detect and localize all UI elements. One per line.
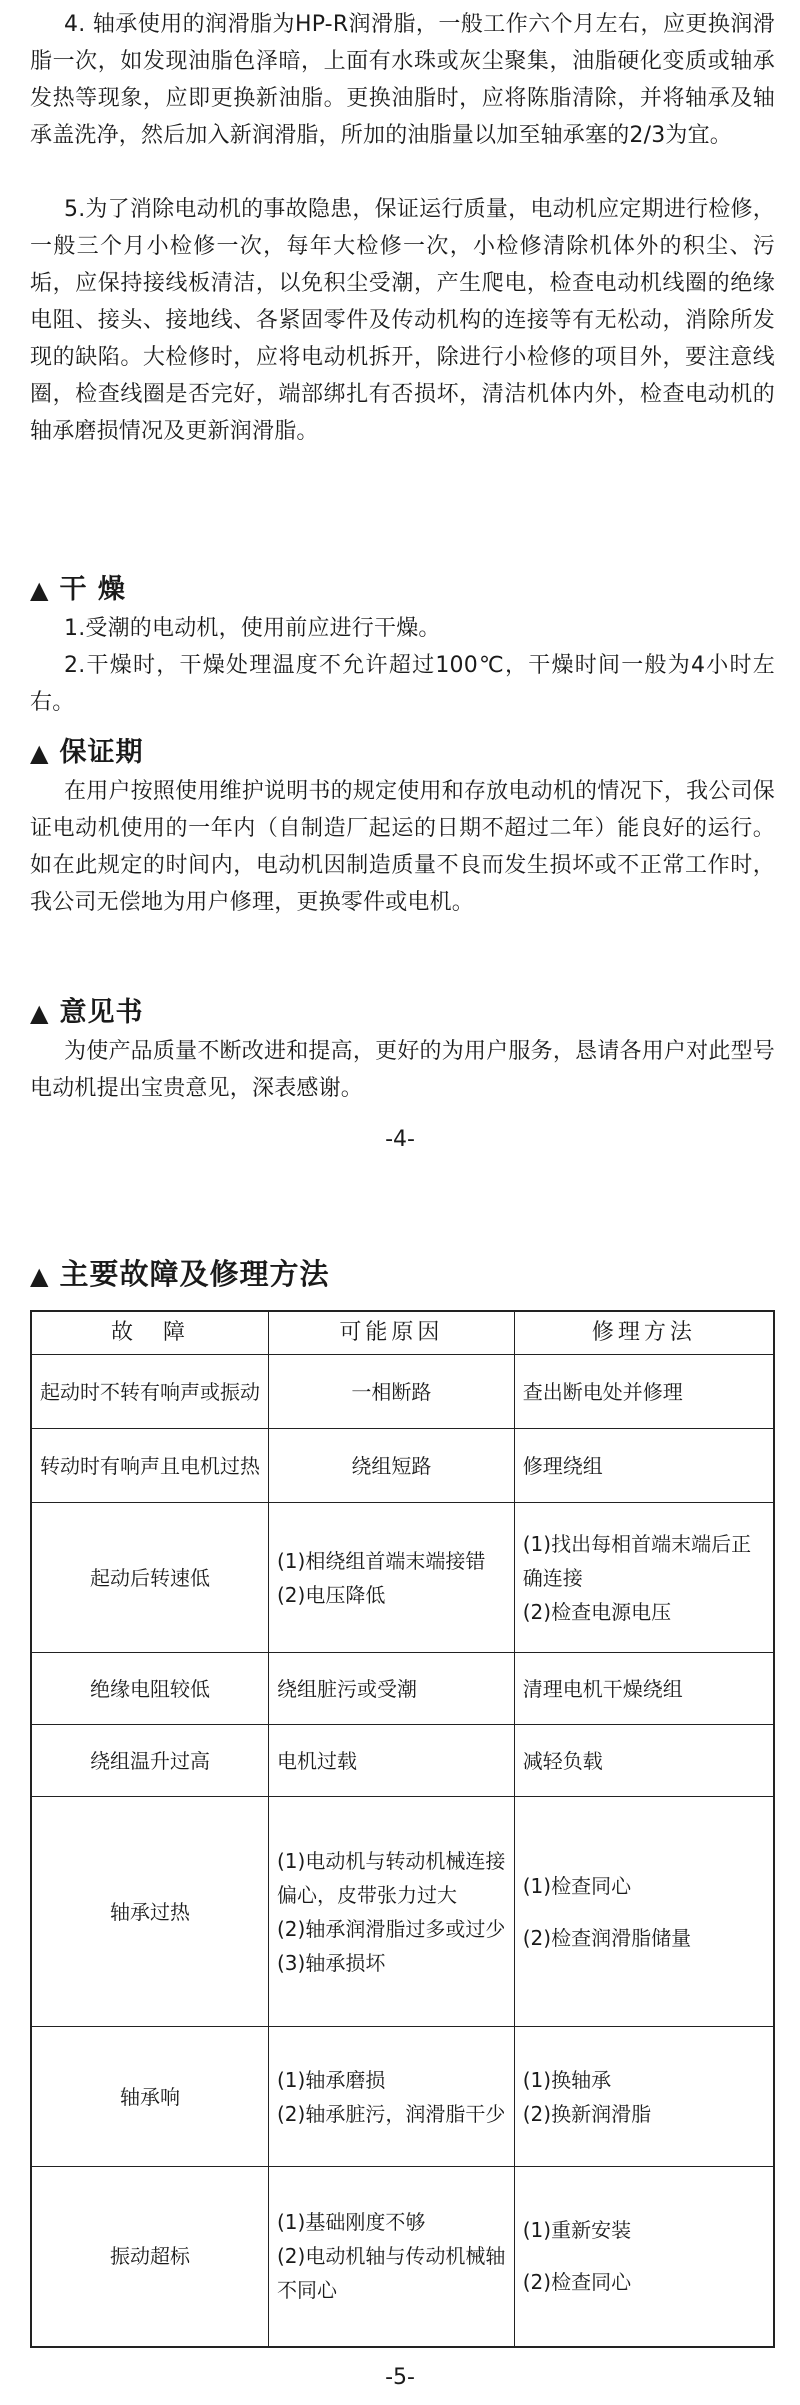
fix-line: (1)检查同心 bbox=[522, 1873, 632, 1898]
faults-heading-text: 主要故障及修理方法 bbox=[59, 1257, 330, 1291]
column-header-fault: 故 障 bbox=[31, 1311, 268, 1355]
cause-line: (3)轴承损坏 bbox=[276, 1950, 386, 1975]
cause-line: (1)相绕组首端末端接错 bbox=[276, 1548, 486, 1573]
table-row bbox=[31, 1503, 774, 1653]
fault-repair-table bbox=[30, 1310, 775, 2348]
fix-line: (1)换轴承 bbox=[522, 2067, 612, 2092]
drying-heading bbox=[30, 572, 126, 608]
warranty-heading bbox=[30, 735, 143, 771]
table-row bbox=[31, 2027, 774, 2167]
page-number: -4- bbox=[385, 1127, 415, 1152]
fault-cell: 转动时有响声且电机过热 bbox=[31, 1429, 268, 1503]
drying-item-2: 2.干燥时，干燥处理温度不允许超过100℃，干燥时间一般为4小时左右。 bbox=[30, 653, 775, 715]
fix-line: (2)检查电源电压 bbox=[522, 1599, 672, 1624]
feedback-paragraph: 为使产品质量不断改进和提高，更好的为用户服务，恳请各用户对此型号电动机提出宝贵意见，深表感谢。 bbox=[30, 1039, 775, 1101]
fix-cell: 清理电机干燥绕组 bbox=[514, 1653, 774, 1725]
fault-cell: 轴承响 bbox=[31, 2027, 268, 2167]
fix-cell bbox=[514, 1503, 774, 1653]
table-row bbox=[31, 1355, 774, 1429]
feedback-heading-text: 意见书 bbox=[59, 997, 144, 1028]
cause-line: (2)轴承润滑脂过多或过少 bbox=[276, 1916, 506, 1941]
column-header-fixes: 修理方法 bbox=[514, 1311, 774, 1355]
maintenance-paragraph: 5.为了消除电动机的事故隐患，保证运行质量，电动机应定期进行检修，一般三个月小检修一次，每年大检修一次，小检修清除机体外的积尘、污垢，应保持接线板清洁，以免积尘受潮，产生爬电，检查电动机线圈的绝缘电阻、接头、接地线、各紧固零件及传动机构的连接等有无松动，消除所发现的缺陷。大检修时，应将电动机拆开，除进行小检修的项目外，要注意线圈，检查线圈是否完好，端部绑扎有否损坏，清洁机体内外，检查电动机的轴承磨损情况及更新润滑脂。 bbox=[30, 197, 775, 444]
drying-item-1: 1.受潮的电动机，使用前应进行干燥。 bbox=[64, 616, 441, 641]
warranty-heading-text: 保证期 bbox=[59, 737, 144, 768]
table-row bbox=[31, 2167, 774, 2347]
cause-line: (1)电动机与转动机械连接偏心，皮带张力过大 bbox=[276, 1848, 506, 1907]
fault-cell: 轴承过热 bbox=[31, 1797, 268, 2027]
table-row bbox=[31, 1653, 774, 1725]
feedback-heading bbox=[30, 995, 143, 1031]
cause-line: (1)基础刚度不够 bbox=[276, 2210, 426, 2235]
fault-cell: 绝缘电阻较低 bbox=[31, 1653, 268, 1725]
fault-cell: 起动时不转有响声或振动 bbox=[31, 1355, 268, 1429]
cause-cell bbox=[268, 2027, 514, 2167]
fix-cell: 减轻负载 bbox=[514, 1725, 774, 1797]
table-header-row bbox=[31, 1311, 774, 1355]
fault-cell: 起动后转速低 bbox=[31, 1503, 268, 1653]
bearing-grease-paragraph: 4. 轴承使用的润滑脂为HP-R润滑脂，一般工作六个月左右，应更换润滑脂一次，如发现油脂色泽暗，上面有水珠或灰尘聚集，油脂硬化变质或轴承发热等现象，应即更换新油脂。更换油脂时，应将陈脂清除，并将轴承及轴承盖洗净，然后加入新润滑脂，所加的油脂量以加至轴承塞的2/3为宜。 bbox=[30, 12, 775, 148]
cause-cell: 绕组短路 bbox=[268, 1429, 514, 1503]
fix-cell bbox=[514, 1797, 774, 2027]
table-row bbox=[31, 1429, 774, 1503]
fix-line: (2)换新润滑脂 bbox=[522, 2101, 652, 2126]
fix-line: (2)检查同心 bbox=[522, 2270, 632, 2295]
fix-cell: 修理绕组 bbox=[514, 1429, 774, 1503]
column-header-causes: 可能原因 bbox=[268, 1311, 514, 1355]
triangle-bullet-icon: ▲ bbox=[30, 739, 50, 767]
fault-cell: 振动超标 bbox=[31, 2167, 268, 2347]
fix-line: (2)检查润滑脂储量 bbox=[522, 1925, 692, 1950]
table-row bbox=[31, 1797, 774, 2027]
fix-line: (1)找出每相首端末端后正确连接 bbox=[522, 1531, 752, 1590]
triangle-bullet-icon: ▲ bbox=[30, 1262, 50, 1290]
cause-line: (1)轴承磨损 bbox=[276, 2067, 386, 2092]
fix-cell: 查出断电处并修理 bbox=[514, 1355, 774, 1429]
cause-line: (2)电动机轴与传动机械轴不同心 bbox=[276, 2244, 506, 2303]
table-row bbox=[31, 1725, 774, 1797]
cause-cell bbox=[268, 1503, 514, 1653]
cause-cell: 电机过载 bbox=[268, 1725, 514, 1797]
drying-heading-text: 干 燥 bbox=[59, 574, 126, 605]
faults-heading bbox=[30, 1256, 329, 1294]
page-5 bbox=[0, 1230, 800, 2405]
warranty-paragraph: 在用户按照使用维护说明书的规定使用和存放电动机的情况下，我公司保证电动机使用的一年内（自制造厂起运的日期不超过二年）能良好的运行。如在此规定的时间内，电动机因制造质量不良而发生损坏或不正常工作时，我公司无偿地为用户修理，更换零件或电机。 bbox=[30, 779, 775, 915]
cause-cell: 一相断路 bbox=[268, 1355, 514, 1429]
cause-cell bbox=[268, 1797, 514, 2027]
triangle-bullet-icon: ▲ bbox=[30, 999, 50, 1027]
cause-cell bbox=[268, 2167, 514, 2347]
cause-cell: 绕组脏污或受潮 bbox=[268, 1653, 514, 1725]
cause-line: (2)电压降低 bbox=[276, 1582, 386, 1607]
fix-cell bbox=[514, 2167, 774, 2347]
fault-cell: 绕组温升过高 bbox=[31, 1725, 268, 1797]
fix-line: (1)重新安装 bbox=[522, 2218, 632, 2243]
fix-cell bbox=[514, 2027, 774, 2167]
page-number: -5- bbox=[385, 2365, 415, 2390]
cause-line: (2)轴承脏污，润滑脂干少 bbox=[276, 2101, 506, 2126]
triangle-bullet-icon: ▲ bbox=[30, 576, 50, 604]
